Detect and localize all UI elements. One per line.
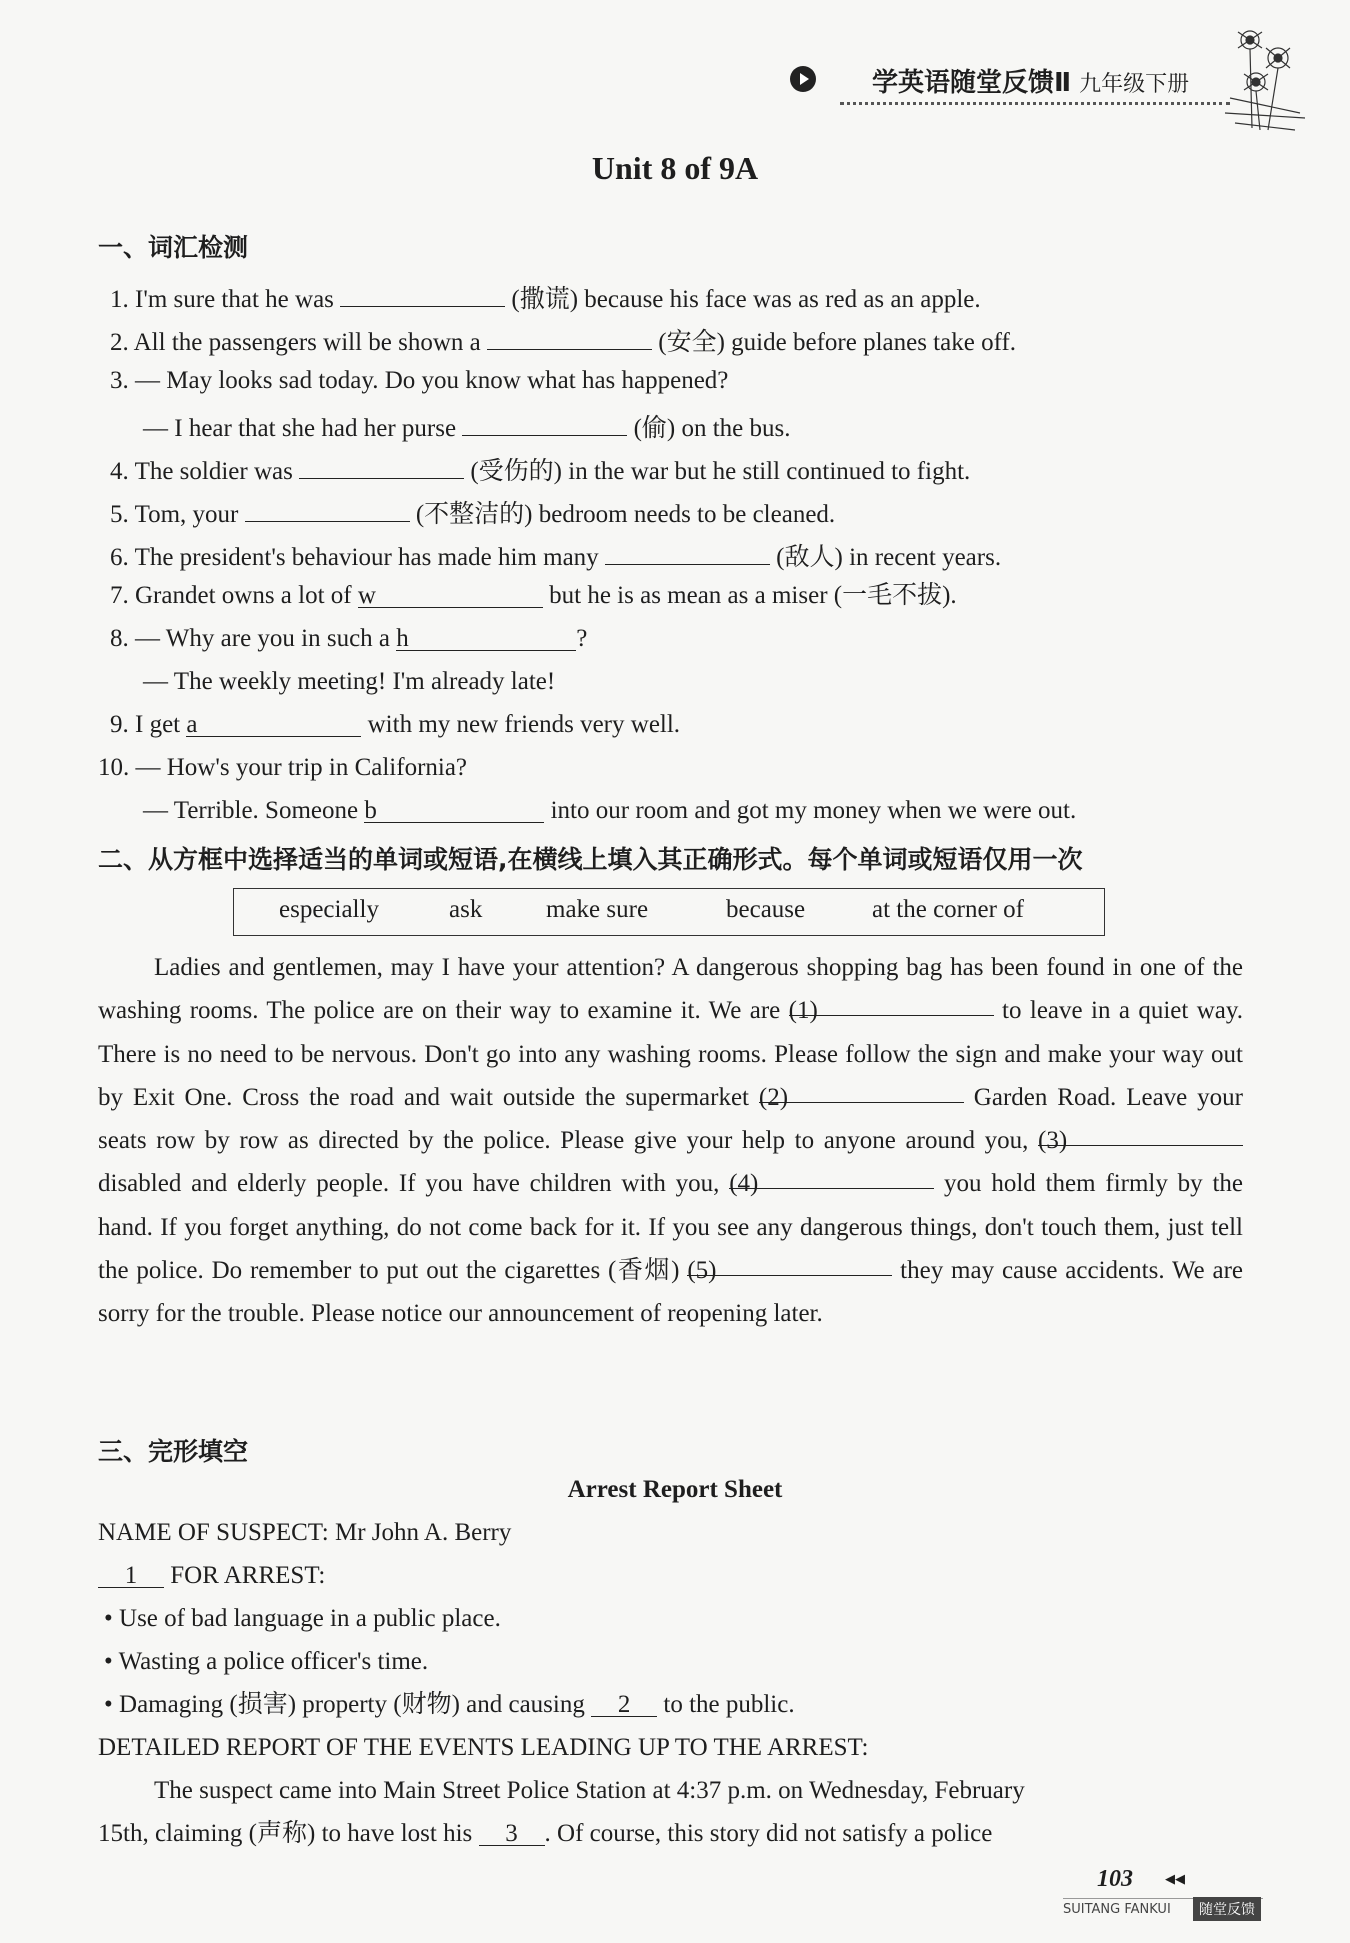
first-letter-hint: a — [186, 711, 198, 738]
first-letter-hint: w — [357, 582, 376, 609]
cloze-blank-1[interactable]: 1 — [98, 1561, 164, 1588]
question-9: 9. I get a with my new friends very well. — [110, 711, 681, 738]
flower-decoration-icon — [1220, 18, 1310, 138]
reason-bullet: • Damaging (损害) property (财物) and causing 2 to the public. — [104, 1691, 795, 1718]
answer-blank-2[interactable] — [487, 323, 652, 350]
passage-blank-3[interactable]: (3) — [1038, 1119, 1243, 1146]
cloze-blank-2[interactable]: 2 — [591, 1690, 657, 1717]
question-4: 4. The soldier was (受伤的) in the war but he still continued to fight. — [110, 452, 970, 487]
page-number: 103 — [1097, 1866, 1133, 1892]
word-option: ask — [449, 896, 483, 923]
book-brand: 学英语随堂反馈Ⅱ 九年级下册 — [872, 68, 1190, 98]
question-3: 3. — May looks sad today. Do you know what has happened? — [110, 367, 729, 394]
answer-blank-1[interactable] — [340, 280, 505, 307]
passage-blank-1[interactable]: (1) — [789, 989, 994, 1016]
first-letter-hint: h — [396, 625, 409, 652]
question-1: 1. I'm sure that he was (撒谎) because his face was as red as an apple. — [110, 280, 981, 315]
question-5: 5. Tom, your (不整洁的) bedroom needs to be cleaned. — [110, 495, 835, 530]
answer-blank-3[interactable] — [462, 409, 627, 436]
passage-blank-2[interactable]: (2) — [759, 1076, 964, 1103]
word-box — [233, 888, 1105, 936]
section-1-heading: 一、词汇检测 — [98, 233, 249, 262]
question-10-reply: — Terrible. Someone b into our room and got my money when we were out. — [143, 797, 1077, 824]
answer-blank-9[interactable] — [186, 710, 361, 737]
section-2-heading: 二、从方框中选择适当的单词或短语,在横线上填入其正确形式。每个单词或短语仅用一次 — [98, 845, 1083, 874]
passage-blank-5[interactable]: (5) — [687, 1249, 892, 1276]
word-option: make sure — [546, 896, 649, 923]
play-icon — [790, 66, 816, 92]
announcement-passage: Ladies and gentlemen, may I have your attention? A dangerous shopping bag has been found in one of the washing rooms. The police are on their way to examine it. We are (1) to leave in a quiet way. There is no need to be nervous. Don't go into any washing rooms. Please follow the sign and make your way out by Exit One. Cross the road and wait outside the supermarket (2) Garden Road. Leave your seats row by row as directed by the police. Please give your help to anyone around you, (3) disabled and elderly people. If you have children with you, (4) you hold them firmly by the hand. If you forget anything, do not come back for it. If you see any dangerous things, don't touch them, just tell the police. Do remember to put out the cigarettes (香烟) (5) they may cause accidents. We are sorry for the trouble. Please notice our announcement of reopening later. — [98, 954, 1244, 1328]
cloze-blank-3[interactable]: 3 — [479, 1819, 545, 1846]
reason-bullet: • Use of bad language in a public place. — [104, 1605, 501, 1632]
passage-blank-4[interactable]: (4) — [729, 1162, 934, 1189]
question-6: 6. The president's behaviour has made him many (敌人) in recent years. — [110, 538, 1001, 573]
question-8-reply: — The weekly meeting! I'm already late! — [143, 668, 556, 695]
report-paragraph-line-2: 15th, claiming (声称) to have lost his 3 . Of course, this story did not satisfy a police — [98, 1820, 993, 1847]
answer-blank-5[interactable] — [245, 495, 410, 522]
question-2: 2. All the passengers will be shown a (安全) guide before planes take off. — [110, 323, 1016, 358]
question-8: 8. — Why are you in such a h ? — [110, 625, 588, 652]
footer-badge: 随堂反馈 — [1193, 1897, 1261, 1921]
question-10: 10. — How's your trip in California? — [98, 754, 468, 781]
report-title: Arrest Report Sheet — [567, 1476, 783, 1503]
section-3-heading: 三、完形填空 — [98, 1437, 249, 1466]
answer-blank-7[interactable] — [358, 581, 543, 608]
grade-label: 九年级下册 — [1079, 72, 1190, 97]
answer-blank-4[interactable] — [299, 452, 464, 479]
page-header — [790, 58, 1250, 108]
double-arrow-icon: ◀◀ — [1165, 1872, 1185, 1887]
report-paragraph-line-1: The suspect came into Main Street Police Station at 4:37 p.m. on Wednesday, February — [154, 1777, 1025, 1804]
question-7: 7. Grandet owns a lot of w but he is as mean as a miser (一毛不拔). — [110, 582, 957, 609]
first-letter-hint: b — [364, 797, 377, 824]
answer-blank-8[interactable] — [396, 624, 576, 651]
suspect-name: NAME OF SUSPECT: Mr John A. Berry — [98, 1519, 512, 1546]
reason-bullet: • Wasting a police officer's time. — [104, 1648, 429, 1675]
question-3-reply: — I hear that she had her purse (偷) on the bus. — [143, 409, 791, 444]
header-dotted-rule — [840, 102, 1230, 105]
word-option: at the corner of — [872, 896, 1025, 923]
page-title: Unit 8 of 9A — [591, 150, 759, 186]
word-option: because — [726, 896, 806, 923]
detailed-report-heading: DETAILED REPORT OF THE EVENTS LEADING UP TO THE ARREST: — [98, 1734, 869, 1761]
footer-subtitle: SUITANG FANKUI — [1063, 1902, 1171, 1917]
word-option: especially — [279, 896, 379, 923]
answer-blank-6[interactable] — [605, 538, 770, 565]
reasons-line: 1 FOR ARREST: — [98, 1561, 325, 1591]
answer-blank-10[interactable] — [364, 796, 544, 823]
